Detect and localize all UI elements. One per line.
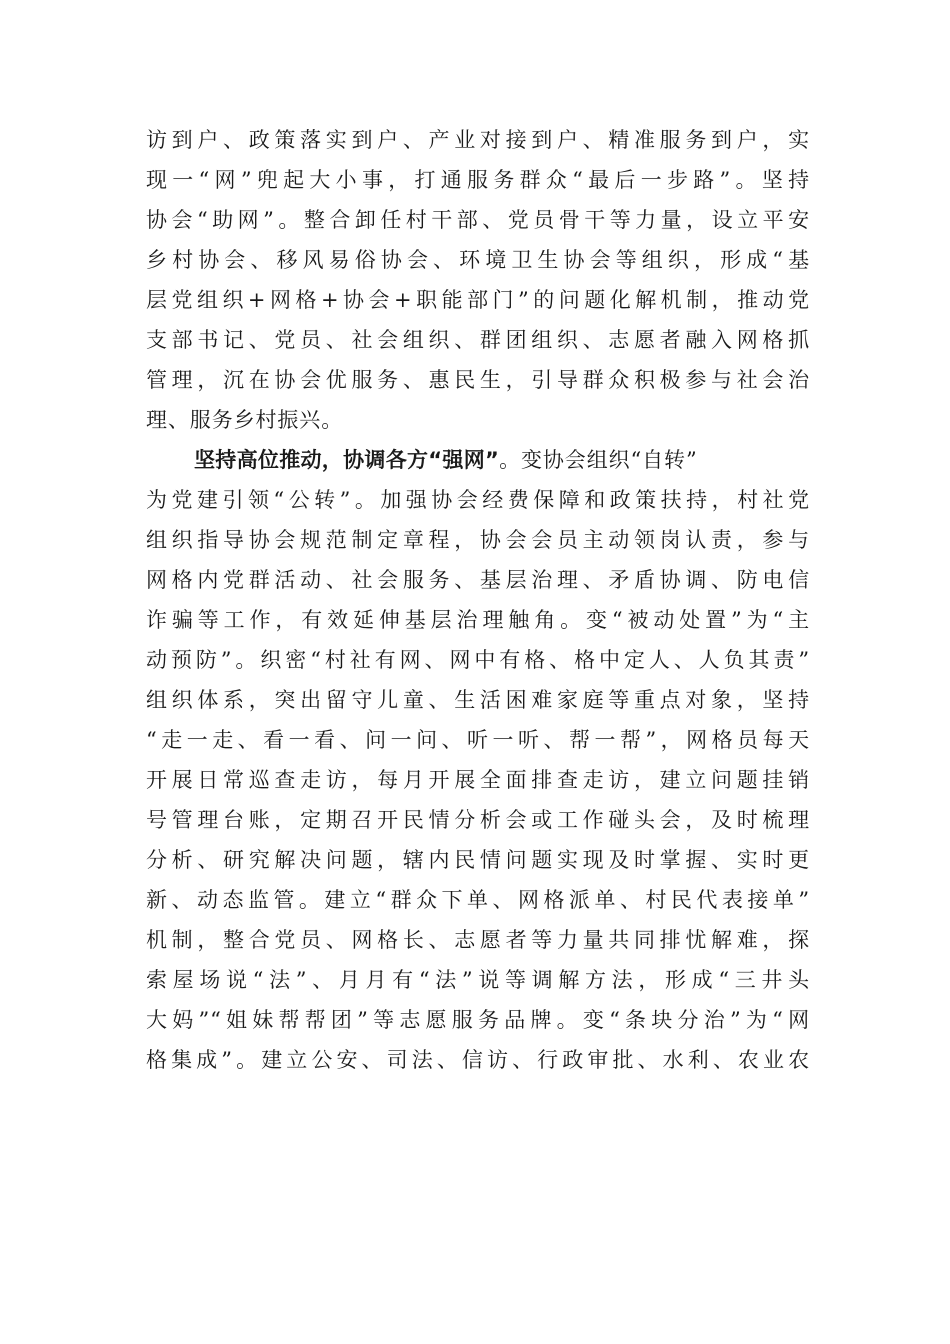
text-line: 协会“助网”。整合卸任村干部、党员骨干等力量，设立平安 — [146, 208, 810, 232]
text-line: 层党组织+网格+协会+职能部门”的问题化解机制，推动党 — [146, 288, 810, 312]
section-heading: 坚持高位推动，协调各方“强网” — [194, 448, 500, 472]
text-line: 格集成”。建立公安、司法、信访、行政审批、水利、农业农 — [146, 1048, 810, 1072]
text-line: 理、服务乡村振兴。 — [146, 408, 344, 432]
text-line: 支部书记、党员、社会组织、群团组织、志愿者融入网格抓 — [146, 328, 810, 352]
text-line: 现一“网”兜起大小事，打通服务群众“最后一步路”。坚持 — [146, 168, 810, 192]
text-line: 为党建引领“公转”。加强协会经费保障和政策扶持，村社党 — [146, 488, 810, 512]
text-line: 机制，整合党员、网格长、志愿者等力量共同排忧解难，探 — [146, 928, 810, 952]
text-line: 新、动态监管。建立“群众下单、网格派单、村民代表接单” — [146, 888, 810, 912]
text-line: 网格内党群活动、社会服务、基层治理、矛盾协调、防电信 — [146, 568, 810, 592]
paragraph-1 — [146, 120, 810, 440]
document-body — [146, 120, 810, 1080]
text-line: 组织指导协会规范制定章程，协会会员主动领岗认责，参与 — [146, 528, 810, 552]
text-line: 大妈”“姐妹帮帮团”等志愿服务品牌。变“条块分治”为“网 — [146, 1008, 810, 1032]
text-line: 乡村协会、移风易俗协会、环境卫生协会等组织，形成“基 — [146, 248, 810, 272]
text-line: 诈骗等工作，有效延伸基层治理触角。变“被动处置”为“主 — [146, 608, 810, 632]
text-line: 分析、研究解决问题，辖内民情问题实现及时掌握、实时更 — [146, 848, 810, 872]
text-line: “走一走、看一看、问一问、听一听、帮一帮”，网格员每天 — [146, 728, 810, 752]
text-line: 索屋场说“法”、月月有“法”说等调解方法，形成“三井头 — [146, 968, 810, 992]
text-line: 管理，沉在协会优服务、惠民生，引导群众积极参与社会治 — [146, 368, 810, 392]
text-line: 号管理台账，定期召开民情分析会或工作碰头会，及时梳理 — [146, 808, 810, 832]
text-line: 访到户、政策落实到户、产业对接到户、精准服务到户，实 — [146, 128, 810, 152]
paragraph-2 — [146, 440, 810, 1080]
text-line: 组织体系，突出留守儿童、生活困难家庭等重点对象，坚持 — [146, 688, 810, 712]
section-heading-line — [146, 440, 810, 480]
text-line: 动预防”。织密“村社有网、网中有格、格中定人、人负其责” — [146, 648, 810, 672]
heading-continuation: 。变协会组织“自转” — [499, 448, 698, 472]
text-line: 开展日常巡查走访，每月开展全面排查走访，建立问题挂销 — [146, 768, 810, 792]
